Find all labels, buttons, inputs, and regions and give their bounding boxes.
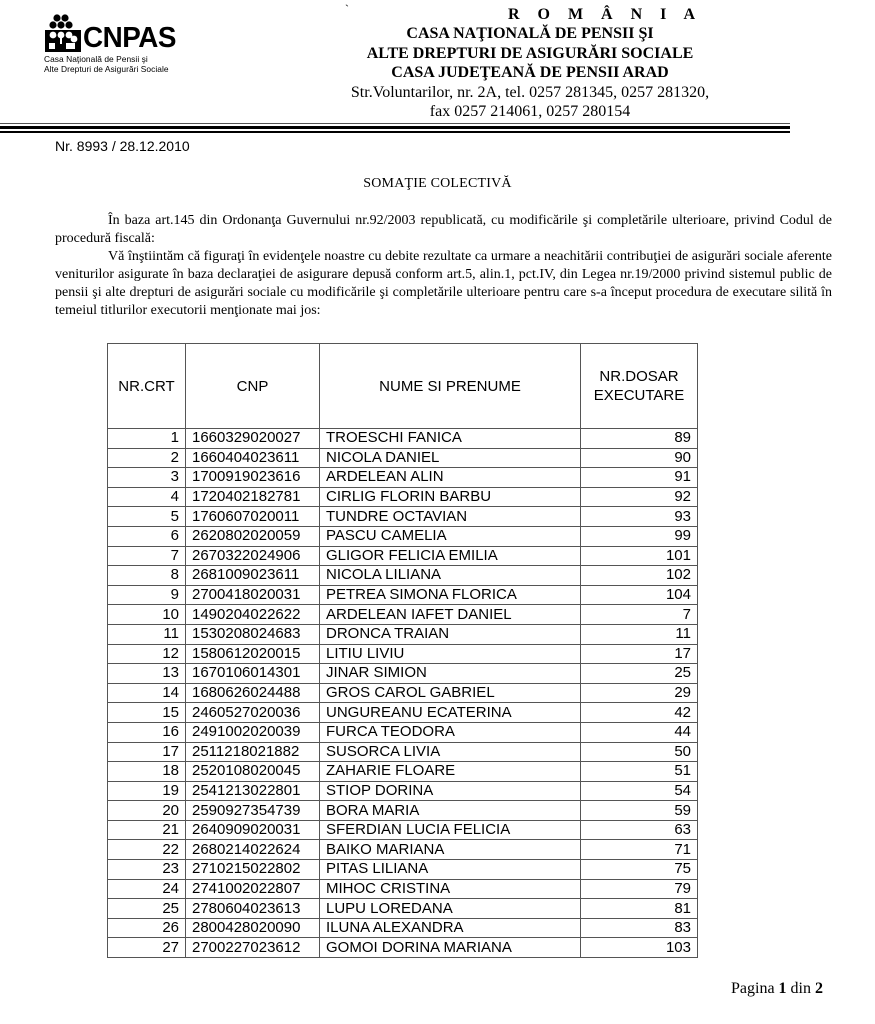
row-dosar-cell: 29: [581, 683, 698, 703]
table-row: [108, 860, 698, 880]
row-nr-cell: 22: [108, 840, 186, 860]
row-nr-cell: 8: [108, 566, 186, 586]
row-nr-cell: 20: [108, 801, 186, 821]
row-cnp-cell: 2741002022807: [186, 879, 320, 899]
table-row: [108, 742, 698, 762]
row-name-cell: CIRLIG FLORIN BARBU: [320, 487, 581, 507]
row-name-cell: GROS CAROL GABRIEL: [320, 683, 581, 703]
table-row: [108, 566, 698, 586]
row-dosar-cell: 71: [581, 840, 698, 860]
row-dosar-cell: 102: [581, 566, 698, 586]
header-dosar-line1: NR.DOSAR: [599, 368, 679, 385]
row-name-cell: UNGUREANU ECATERINA: [320, 703, 581, 723]
row-cnp-cell: 2460527020036: [186, 703, 320, 723]
table-row: [108, 683, 698, 703]
row-dosar-cell: 99: [581, 526, 698, 546]
row-name-cell: PITAS LILIANA: [320, 860, 581, 880]
row-nr-cell: 15: [108, 703, 186, 723]
row-cnp-cell: 1660329020027: [186, 429, 320, 449]
row-name-cell: FURCA TEODORA: [320, 722, 581, 742]
row-dosar-cell: 79: [581, 879, 698, 899]
row-nr-cell: 24: [108, 879, 186, 899]
header-dosar: [581, 344, 698, 429]
row-cnp-cell: 2681009023611: [186, 566, 320, 586]
logo-subtitle-line1: Casa Naţională de Pensii şi: [44, 54, 148, 64]
row-cnp-cell: 1760607020011: [186, 507, 320, 527]
row-name-cell: PETREA SIMONA FLORICA: [320, 585, 581, 605]
row-cnp-cell: 2620802020059: [186, 526, 320, 546]
row-dosar-cell: 25: [581, 664, 698, 684]
row-name-cell: TROESCHI FANICA: [320, 429, 581, 449]
row-nr-cell: 19: [108, 781, 186, 801]
row-cnp-cell: 2670322024906: [186, 546, 320, 566]
letterhead: [330, 5, 730, 121]
row-nr-cell: 11: [108, 624, 186, 644]
cnpas-logo: [44, 14, 194, 74]
row-nr-cell: 25: [108, 899, 186, 919]
row-dosar-cell: 81: [581, 899, 698, 919]
table-row: [108, 781, 698, 801]
table-row: [108, 546, 698, 566]
fax-line: fax 0257 214061, 0257 280154: [429, 103, 631, 121]
row-cnp-cell: 2590927354739: [186, 801, 320, 821]
row-cnp-cell: 2491002020039: [186, 722, 320, 742]
row-nr-cell: 17: [108, 742, 186, 762]
row-cnp-cell: 2780604023613: [186, 899, 320, 919]
row-name-cell: GLIGOR FELICIA EMILIA: [320, 546, 581, 566]
page-indicator: [731, 980, 823, 998]
table-row: [108, 762, 698, 782]
row-dosar-cell: 90: [581, 448, 698, 468]
row-name-cell: SFERDIAN LUCIA FELICIA: [320, 820, 581, 840]
cnpas-people-tree-icon: [44, 14, 82, 52]
row-name-cell: BORA MARIA: [320, 801, 581, 821]
row-dosar-cell: 101: [581, 546, 698, 566]
current-page: 1: [778, 980, 787, 997]
table-row: [108, 840, 698, 860]
row-nr-cell: 10: [108, 605, 186, 625]
row-name-cell: ARDELEAN ALIN: [320, 468, 581, 488]
row-cnp-cell: 1720402182781: [186, 487, 320, 507]
row-name-cell: STIOP DORINA: [320, 781, 581, 801]
row-cnp-cell: 1670106014301: [186, 664, 320, 684]
institution-line1: CASA NAŢIONALĂ DE PENSII ŞI: [406, 25, 654, 43]
row-name-cell: JINAR SIMION: [320, 664, 581, 684]
institution-line3: CASA JUDEŢEANĂ DE PENSII ARAD: [391, 64, 669, 82]
row-cnp-cell: 2520108020045: [186, 762, 320, 782]
row-name-cell: NICOLA DANIEL: [320, 448, 581, 468]
row-nr-cell: 23: [108, 860, 186, 880]
row-dosar-cell: 83: [581, 918, 698, 938]
document-body: [55, 212, 832, 320]
row-name-cell: ARDELEAN IAFET DANIEL: [320, 605, 581, 625]
table-row: [108, 487, 698, 507]
row-dosar-cell: 91: [581, 468, 698, 488]
row-cnp-cell: 2700227023612: [186, 938, 320, 958]
page-prefix: Pagina: [731, 980, 779, 997]
row-nr-cell: 3: [108, 468, 186, 488]
row-dosar-cell: 44: [581, 722, 698, 742]
row-cnp-cell: 2640909020031: [186, 820, 320, 840]
table-row: [108, 468, 698, 488]
debtors-table: [107, 343, 698, 958]
row-dosar-cell: 75: [581, 860, 698, 880]
row-nr-cell: 4: [108, 487, 186, 507]
paragraph-notice: Vă înştiintăm că figuraţi în evidenţele noastre cu debite rezultate ca urmare a neachitării contribuţiei de asigurări sociale aferente veniturilor asigurate în baza declaraţiei de asigurare depusă conform art.5, alin.1, pct.IV, din Legea nr.19/2000 privind sistemul public de pensii şi alte drepturi de asigurări sociale cu modificările şi completările ulterioare pentru care s-a început procedura de executare silită în temeiul titlurilor executorii menţionate mai jos:: [55, 249, 832, 318]
table-row: [108, 448, 698, 468]
row-name-cell: PASCU CAMELIA: [320, 526, 581, 546]
row-cnp-cell: 1580612020015: [186, 644, 320, 664]
table-row: [108, 820, 698, 840]
row-name-cell: SUSORCA LIVIA: [320, 742, 581, 762]
row-nr-cell: 27: [108, 938, 186, 958]
address-line: Str.Voluntarilor, nr. 2A, tel. 0257 281345, 0257 281320,: [350, 83, 710, 101]
row-cnp-cell: 1700919023616: [186, 468, 320, 488]
table-row: [108, 624, 698, 644]
row-dosar-cell: 59: [581, 801, 698, 821]
total-pages: 2: [815, 980, 823, 997]
row-cnp-cell: 2680214022624: [186, 840, 320, 860]
logo-subtitle-line2: Alte Drepturi de Asigurări Sociale: [44, 64, 169, 74]
row-cnp-cell: 1680626024488: [186, 683, 320, 703]
table-header-row: [108, 344, 698, 429]
row-name-cell: GOMOI DORINA MARIANA: [320, 938, 581, 958]
row-name-cell: DRONCA TRAIAN: [320, 624, 581, 644]
row-name-cell: LUPU LOREDANA: [320, 899, 581, 919]
table-row: [108, 722, 698, 742]
table-body: [108, 429, 698, 958]
row-dosar-cell: 54: [581, 781, 698, 801]
row-nr-cell: 2: [108, 448, 186, 468]
row-name-cell: MIHOC CRISTINA: [320, 879, 581, 899]
letterhead-rule: [0, 123, 790, 133]
table-row: [108, 526, 698, 546]
header-cnp: CNP: [186, 344, 320, 429]
row-dosar-cell: 42: [581, 703, 698, 723]
row-name-cell: ILUNA ALEXANDRA: [320, 918, 581, 938]
row-dosar-cell: 51: [581, 762, 698, 782]
row-nr-cell: 12: [108, 644, 186, 664]
institution-line2: ALTE DREPTURI DE ASIGURĂRI SOCIALE: [366, 44, 694, 62]
row-dosar-cell: 104: [581, 585, 698, 605]
row-dosar-cell: 103: [581, 938, 698, 958]
row-nr-cell: 5: [108, 507, 186, 527]
row-cnp-cell: 1660404023611: [186, 448, 320, 468]
row-cnp-cell: 2800428020090: [186, 918, 320, 938]
table-row: [108, 801, 698, 821]
row-name-cell: BAIKO MARIANA: [320, 840, 581, 860]
row-nr-cell: 9: [108, 585, 186, 605]
row-dosar-cell: 50: [581, 742, 698, 762]
stray-mark: `: [345, 2, 349, 16]
table-row: [108, 703, 698, 723]
table-row: [108, 644, 698, 664]
country-heading: R O M Â N I A: [507, 6, 703, 23]
table-row: [108, 585, 698, 605]
row-nr-cell: 13: [108, 664, 186, 684]
row-cnp-cell: 1490204022622: [186, 605, 320, 625]
paragraph-legal-basis: În baza art.145 din Ordonanţa Guvernului nr.92/2003 republicată, cu modificările şi completările ulterioare, privind Codul de procedură fiscală:: [55, 213, 832, 246]
row-nr-cell: 7: [108, 546, 186, 566]
table-row: [108, 507, 698, 527]
row-cnp-cell: 2710215022802: [186, 860, 320, 880]
header-nr-crt: NR.CRT: [108, 344, 186, 429]
row-nr-cell: 16: [108, 722, 186, 742]
row-cnp-cell: 2511218021882: [186, 742, 320, 762]
document-title: SOMAŢIE COLECTIVĂ: [363, 176, 512, 191]
row-dosar-cell: 17: [581, 644, 698, 664]
row-dosar-cell: 93: [581, 507, 698, 527]
row-cnp-cell: 2541213022801: [186, 781, 320, 801]
row-dosar-cell: 63: [581, 820, 698, 840]
document-number: Nr. 8993 / 28.12.2010: [55, 138, 190, 154]
row-dosar-cell: 7: [581, 605, 698, 625]
table-row: [108, 605, 698, 625]
table-row: [108, 899, 698, 919]
row-cnp-cell: 2700418020031: [186, 585, 320, 605]
table-row: [108, 664, 698, 684]
row-nr-cell: 26: [108, 918, 186, 938]
row-dosar-cell: 89: [581, 429, 698, 449]
row-nr-cell: 1: [108, 429, 186, 449]
row-name-cell: ZAHARIE FLOARE: [320, 762, 581, 782]
row-nr-cell: 21: [108, 820, 186, 840]
row-name-cell: NICOLA LILIANA: [320, 566, 581, 586]
header-name: NUME SI PRENUME: [320, 344, 581, 429]
row-nr-cell: 14: [108, 683, 186, 703]
row-cnp-cell: 1530208024683: [186, 624, 320, 644]
table-row: [108, 429, 698, 449]
row-dosar-cell: 92: [581, 487, 698, 507]
row-nr-cell: 18: [108, 762, 186, 782]
logo-mark: [44, 14, 194, 52]
table-row: [108, 879, 698, 899]
row-name-cell: TUNDRE OCTAVIAN: [320, 507, 581, 527]
table-row: [108, 918, 698, 938]
table-row: [108, 938, 698, 958]
row-name-cell: LITIU LIVIU: [320, 644, 581, 664]
page-separator: din: [786, 980, 815, 997]
header-dosar-line2: EXECUTARE: [593, 387, 685, 404]
row-nr-cell: 6: [108, 526, 186, 546]
row-dosar-cell: 11: [581, 624, 698, 644]
logo-wordmark: CNPAS: [83, 22, 176, 54]
